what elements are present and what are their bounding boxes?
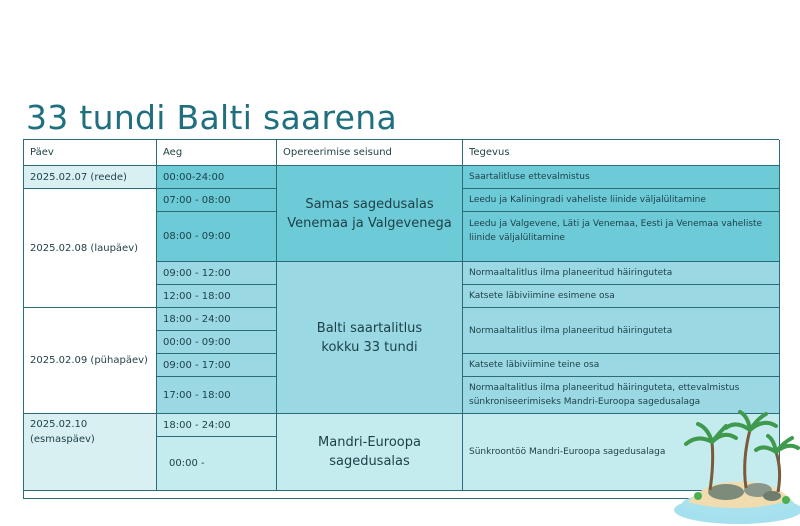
time-cell: 08:00 - 09:00 [157, 212, 277, 262]
day-cell: 2025.02.10 (esmaspäev) [24, 414, 157, 491]
state-cell: Samas sagedusalas Venemaa ja Valgevenega [277, 166, 463, 262]
time-cell: 09:00 - 17:00 [157, 354, 277, 377]
state-cell: Mandri-Euroopa sagedusalas [277, 414, 463, 491]
time-cell: 18:00 - 24:00 [157, 308, 277, 331]
activity-cell: Normaaltalitlus ilma planeeritud häiringuteta, ettevalmistus sünkroniseerimiseks Mandri-Euroopa sagedusalaga [463, 377, 780, 414]
time-cell: 17:00 - 18:00 [157, 377, 277, 414]
activity-cell: Katsete läbiviimine teine osa [463, 354, 780, 377]
page-title: 33 tundi Balti saarena [26, 98, 398, 137]
day-cell: 2025.02.08 (laupäev) [24, 189, 157, 308]
activity-cell: Leedu ja Valgevene, Läti ja Venemaa, Eesti ja Venemaa vaheliste liinide väljalülitamine [463, 212, 780, 262]
time-cell: 00:00 - [157, 437, 277, 491]
time-cell: 12:00 - 18:00 [157, 285, 277, 308]
activity-cell: Sünkroontöö Mandri-Euroopa sagedusalaga [463, 414, 780, 491]
schedule-table [23, 139, 779, 499]
time-cell: 00:00-24:00 [157, 166, 277, 189]
activity-cell: Normaaltalitlus ilma planeeritud häiringuteta [463, 262, 780, 285]
activity-cell: Leedu ja Kaliningradi vaheliste liinide väljalülitamine [463, 189, 780, 212]
time-cell: 09:00 - 12:00 [157, 262, 277, 285]
day-cell: 2025.02.07 (reede) [24, 166, 157, 189]
activity-cell: Normaaltalitlus ilma planeeritud häiringuteta [463, 308, 780, 354]
activity-cell: Saartalitluse ettevalmistus [463, 166, 780, 189]
time-cell: 18:00 - 24:00 [157, 414, 277, 437]
palm-island-icon [668, 404, 800, 526]
header-time: Aeg [157, 140, 277, 166]
activity-cell: Katsete läbiviimine esimene osa [463, 285, 780, 308]
state-cell: Balti saartalitlus kokku 33 tundi [277, 262, 463, 414]
header-day: Päev [24, 140, 157, 166]
day-cell: 2025.02.09 (pühapäev) [24, 308, 157, 414]
time-cell: 00:00 - 09:00 [157, 331, 277, 354]
header-state: Opereerimise seisund [277, 140, 463, 166]
header-activity: Tegevus [463, 140, 780, 166]
time-cell: 07:00 - 08:00 [157, 189, 277, 212]
